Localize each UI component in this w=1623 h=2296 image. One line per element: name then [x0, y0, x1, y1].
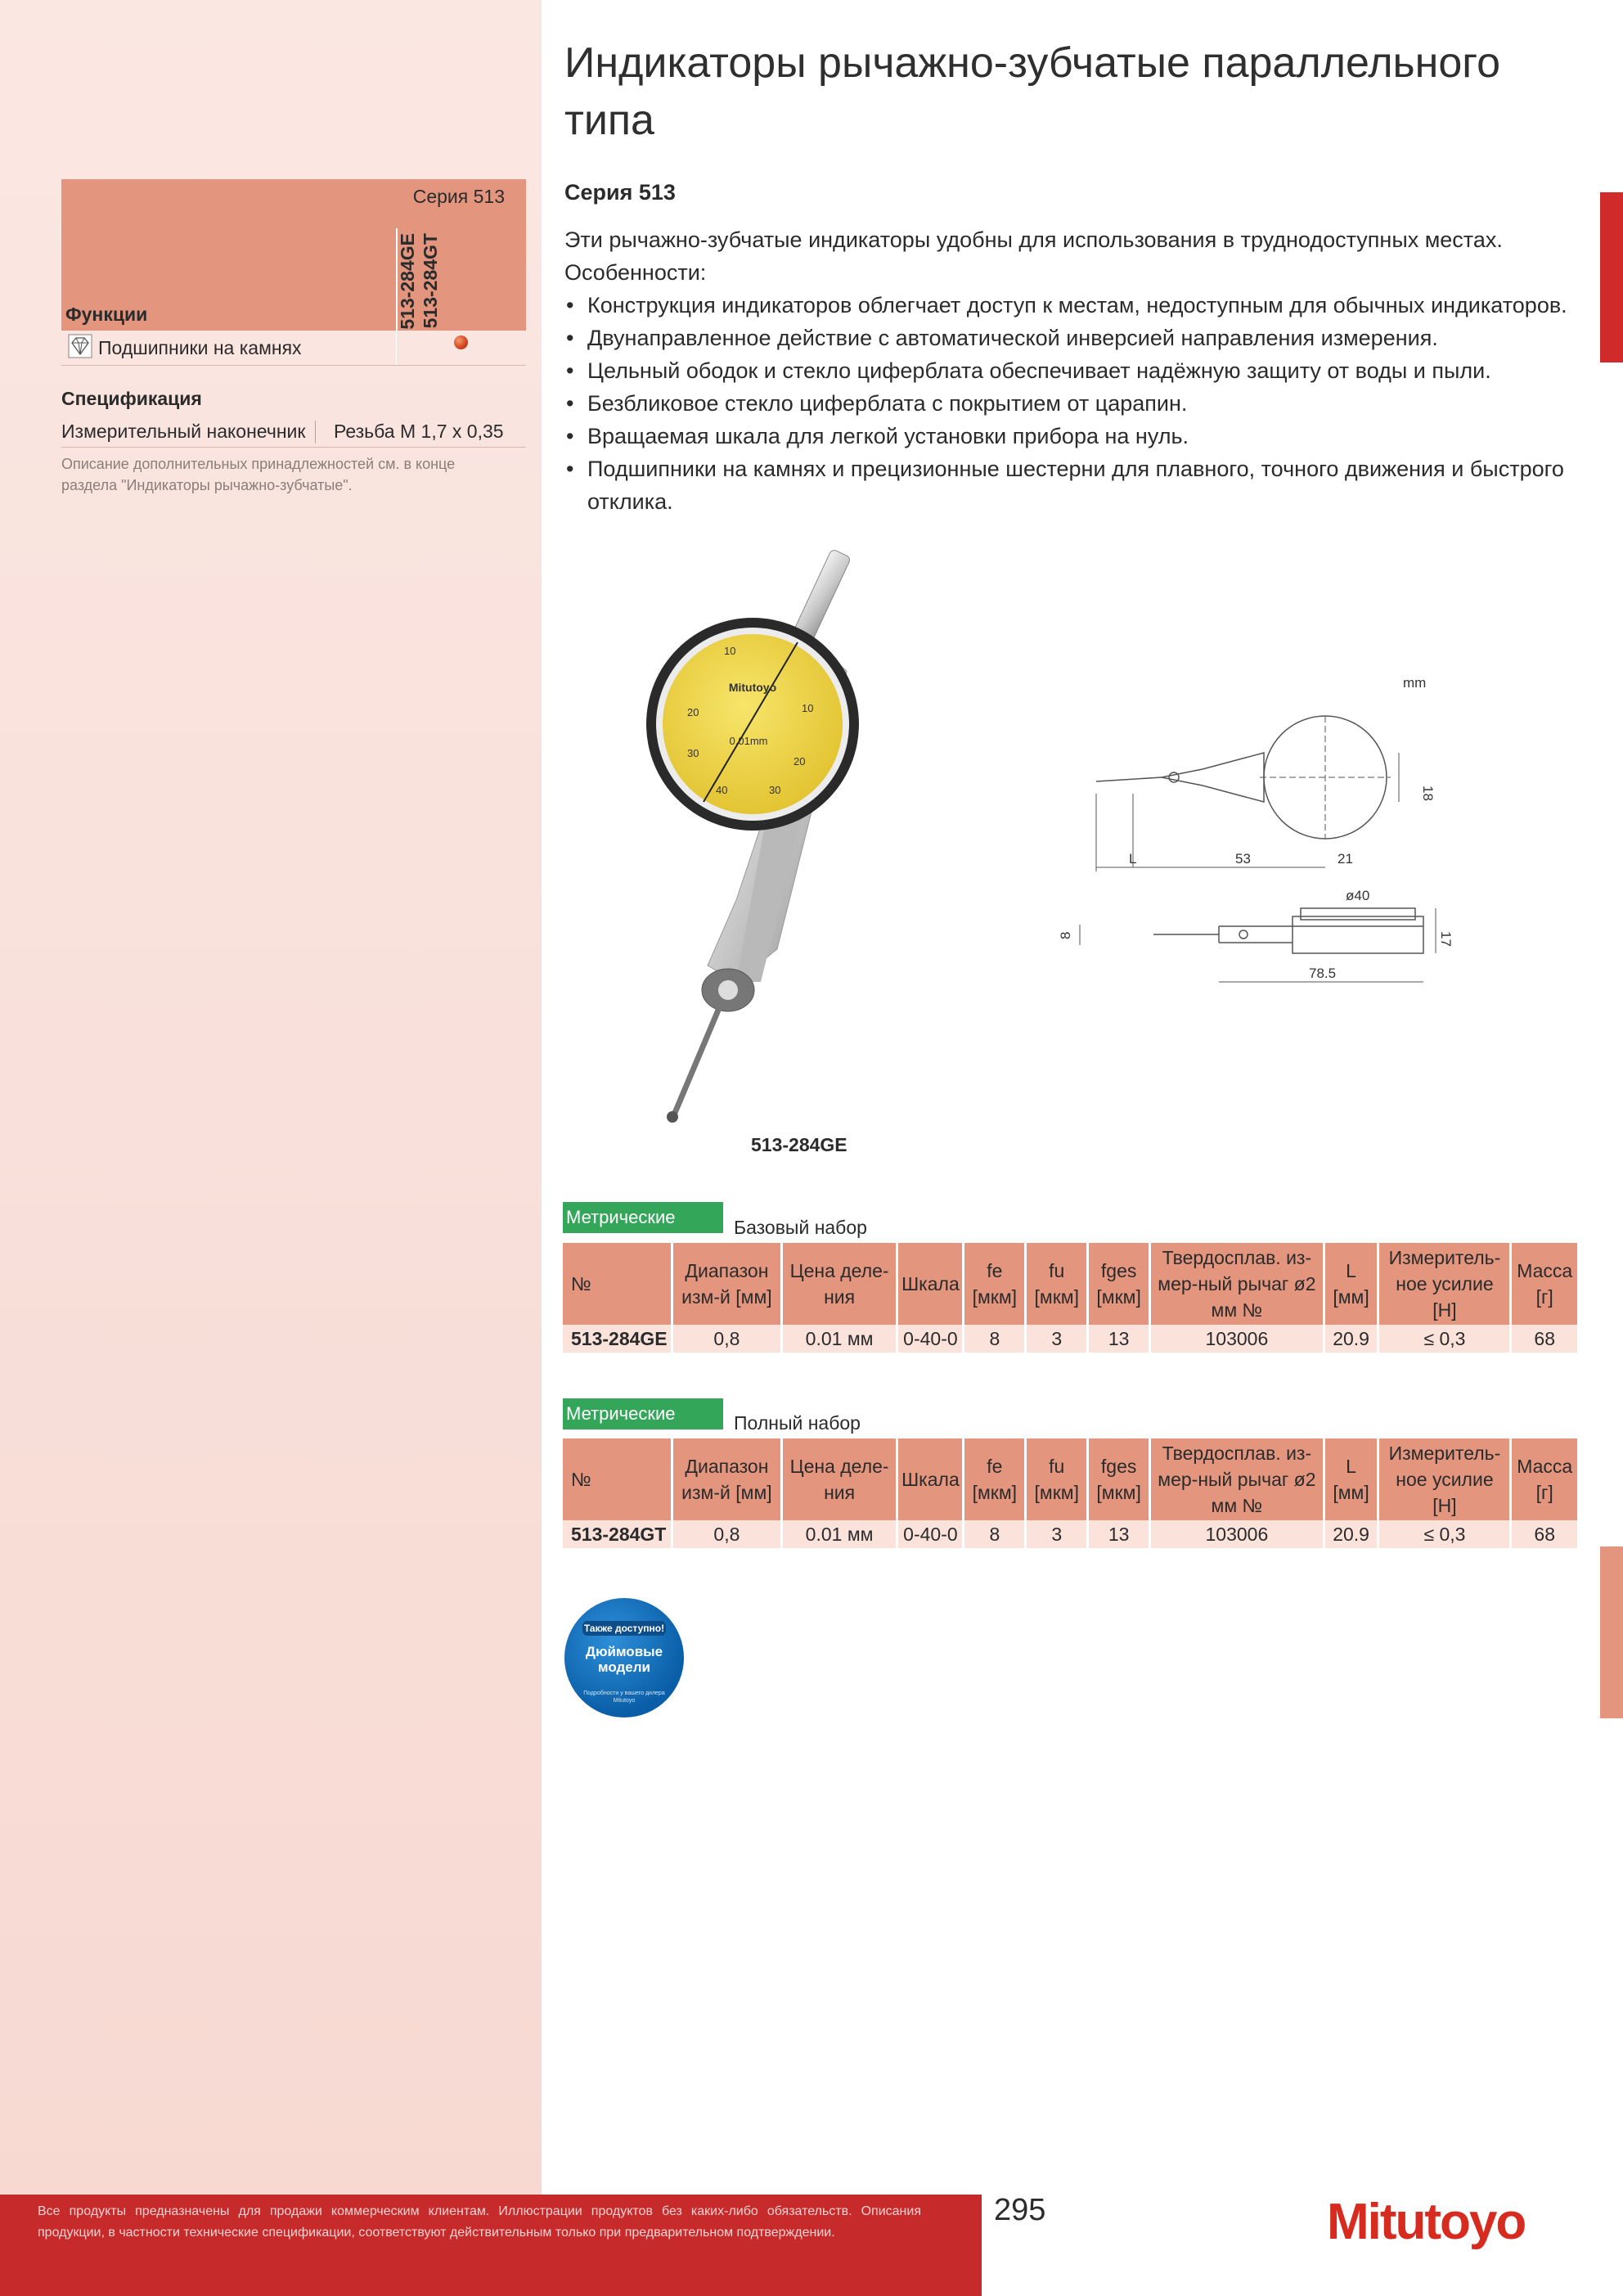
table-cell: 8 — [964, 1520, 1026, 1548]
page-title: Индикаторы рычажно-зубчатые параллельного типа — [564, 39, 1501, 144]
feature-item: • Подшипники на камнях и прецизионные шестерни для плавного, точного движения и быстрого отклика. — [564, 452, 1579, 518]
table-cell: 68 — [1511, 1325, 1577, 1353]
drawing-unit: mm — [1403, 675, 1427, 691]
feature-item: • Цельный ободок и стекло циферблата обеспечивает надёжную защиту от воды и пыли. — [564, 354, 1579, 387]
model-label-2: 513-284GT — [420, 233, 441, 329]
table-cell: ≤ 0,3 — [1378, 1520, 1511, 1548]
feature-item: • Двунаправленное действие с автоматической инверсией направления измерения. — [564, 322, 1579, 354]
table-cell: 68 — [1511, 1520, 1577, 1548]
table-header: L [мм] — [1324, 1438, 1378, 1520]
table-header: fges [мкм] — [1088, 1243, 1150, 1325]
table-header: № — [563, 1438, 672, 1520]
column-divider — [396, 332, 397, 365]
table-header: Масса [г] — [1511, 1438, 1577, 1520]
dim-label: 53 — [1235, 851, 1251, 867]
spec-value: Резьба М 1,7 х 0,35 — [334, 421, 504, 442]
dial-brand: Mitutoyo — [728, 681, 777, 694]
page-number: 295 — [994, 2193, 1046, 2227]
table-header: Измеритель-ное усилие [Н] — [1378, 1438, 1511, 1520]
table-header-row — [563, 1243, 1577, 1325]
table-header: Цена деле-ния — [781, 1438, 897, 1520]
table-header: Шкала — [897, 1243, 964, 1325]
jewel-bearing-icon — [68, 334, 92, 358]
section-tab-red — [1600, 192, 1623, 362]
dial-unit: 0.01mm — [729, 735, 768, 747]
spec-table-full — [563, 1438, 1577, 1548]
svg-text:30: 30 — [769, 784, 781, 796]
feature-item: • Конструкция индикаторов облегчает доступ к местам, недоступным для обычных индикаторов. — [564, 289, 1579, 322]
feature-item: • Безбликовое стекло циферблата с покрытием от царапин. — [564, 387, 1579, 420]
feature-list — [564, 289, 1579, 518]
dim-label: 21 — [1338, 851, 1353, 867]
section-tab-salmon — [1600, 1546, 1623, 1718]
table-row — [563, 1520, 1577, 1548]
footer-disclaimer: Все продукты предназначены для продажи коммерческим клиентам. Иллюстрации продуктов без каких-либо обязательств. Описания продукции, в частности технические спецификации, соответствуют действительным только при предварительном подтверждении. — [38, 2204, 921, 2240]
svg-text:20: 20 — [794, 755, 806, 768]
spec-title: Спецификация — [61, 388, 202, 409]
table-header: Измеритель-ное усилие [Н] — [1378, 1243, 1511, 1325]
sidebar-series-header — [61, 179, 526, 331]
functions-label: Функции — [65, 304, 148, 325]
svg-text:40: 40 — [716, 784, 728, 796]
svg-text:10: 10 — [724, 645, 736, 657]
intro-text: Эти рычажно-зубчатые индикаторы удобны для использования в труднодоступных местах. Особенности: — [564, 227, 1503, 285]
table-header: Твердосплав. из-мер-ный рычаг ø2 мм № — [1150, 1243, 1324, 1325]
table-header: L [мм] — [1324, 1243, 1378, 1325]
table-cell: 3 — [1026, 1325, 1088, 1353]
badge-main: Дюймовые модели — [585, 1644, 663, 1675]
table-cell: 513-284GT — [563, 1520, 672, 1548]
table-cell: 13 — [1088, 1325, 1150, 1353]
table-cell: 103006 — [1150, 1325, 1324, 1353]
inch-models-badge — [564, 1598, 684, 1717]
dim-label: 17 — [1438, 931, 1454, 947]
series-tag: Серия 513 — [412, 186, 505, 207]
mitutoyo-logo: Mitutoyo — [1327, 2194, 1526, 2250]
svg-text:10: 10 — [802, 702, 814, 714]
table-cell: 20.9 — [1324, 1520, 1378, 1548]
table-header: fe [мкм] — [964, 1438, 1026, 1520]
table-header: fe [мкм] — [964, 1243, 1026, 1325]
table-cell: 0-40-0 — [897, 1520, 964, 1548]
spec-divider — [315, 421, 316, 443]
badge-small: Подробности у вашего дилера Mitutoyo — [583, 1690, 665, 1704]
table-header: Шкала — [897, 1438, 964, 1520]
spec-row — [61, 419, 526, 448]
dim-label: L — [1129, 851, 1137, 867]
table-cell: 0.01 мм — [781, 1325, 897, 1353]
table-header: Диапазон изм-й [мм] — [672, 1438, 782, 1520]
feature-item: • Вращаемая шкала для легкой установки прибора на нуль. — [564, 420, 1579, 452]
badge-top: Также доступно! — [583, 1623, 665, 1634]
table-header-row — [563, 1438, 1577, 1520]
table-header: fu [мкм] — [1026, 1243, 1088, 1325]
dim-label: ø40 — [1346, 888, 1370, 903]
metric-tag: Метрические — [563, 1398, 723, 1429]
table-cell: 8 — [964, 1325, 1026, 1353]
series-heading: Серия 513 — [564, 180, 676, 205]
dim-label: 8 — [1058, 931, 1073, 939]
table-cell: 3 — [1026, 1520, 1088, 1548]
table-cell: 0,8 — [672, 1520, 782, 1548]
model-label-1: 513-284GE — [397, 233, 418, 330]
dimension-drawing — [1058, 671, 1456, 1015]
spec-table-basic — [563, 1243, 1577, 1353]
feature-availability-dot — [454, 335, 468, 349]
table-cell: 0.01 мм — [781, 1520, 897, 1548]
spec-key: Измерительный наконечник — [61, 421, 306, 442]
dim-label: 78.5 — [1309, 966, 1337, 981]
table-header: Твердосплав. из-мер-ный рычаг ø2 мм № — [1150, 1438, 1324, 1520]
table-cell: ≤ 0,3 — [1378, 1325, 1511, 1353]
set-label: Полный набор — [734, 1412, 861, 1434]
table-cell: 20.9 — [1324, 1325, 1378, 1353]
table-header: Цена деле-ния — [781, 1243, 897, 1325]
table-header: fu [мкм] — [1026, 1438, 1088, 1520]
table-header: Масса [г] — [1511, 1243, 1577, 1325]
table-header: Диапазон изм-й [мм] — [672, 1243, 782, 1325]
table-header: fges [мкм] — [1088, 1438, 1150, 1520]
table-cell: 103006 — [1150, 1520, 1324, 1548]
dim-label: 18 — [1420, 786, 1436, 801]
feature-label: Подшипники на камнях — [98, 337, 302, 358]
table-cell: 513-284GE — [563, 1325, 672, 1353]
svg-text:20: 20 — [687, 706, 699, 718]
svg-text:30: 30 — [687, 747, 699, 759]
set-label: Базовый набор — [734, 1217, 867, 1238]
table-cell: 13 — [1088, 1520, 1150, 1548]
spec-note: Описание дополнительных принадлежностей см. в конце раздела "Индикаторы рычажно-зубчатые". — [61, 456, 456, 493]
dial-test-indicator-image — [564, 556, 990, 1129]
table-header: № — [563, 1243, 672, 1325]
table-cell: 0,8 — [672, 1325, 782, 1353]
product-caption: 513-284GE — [751, 1134, 847, 1155]
table-cell: 0-40-0 — [897, 1325, 964, 1353]
metric-tag: Метрические — [563, 1202, 723, 1233]
table-row — [563, 1325, 1577, 1353]
